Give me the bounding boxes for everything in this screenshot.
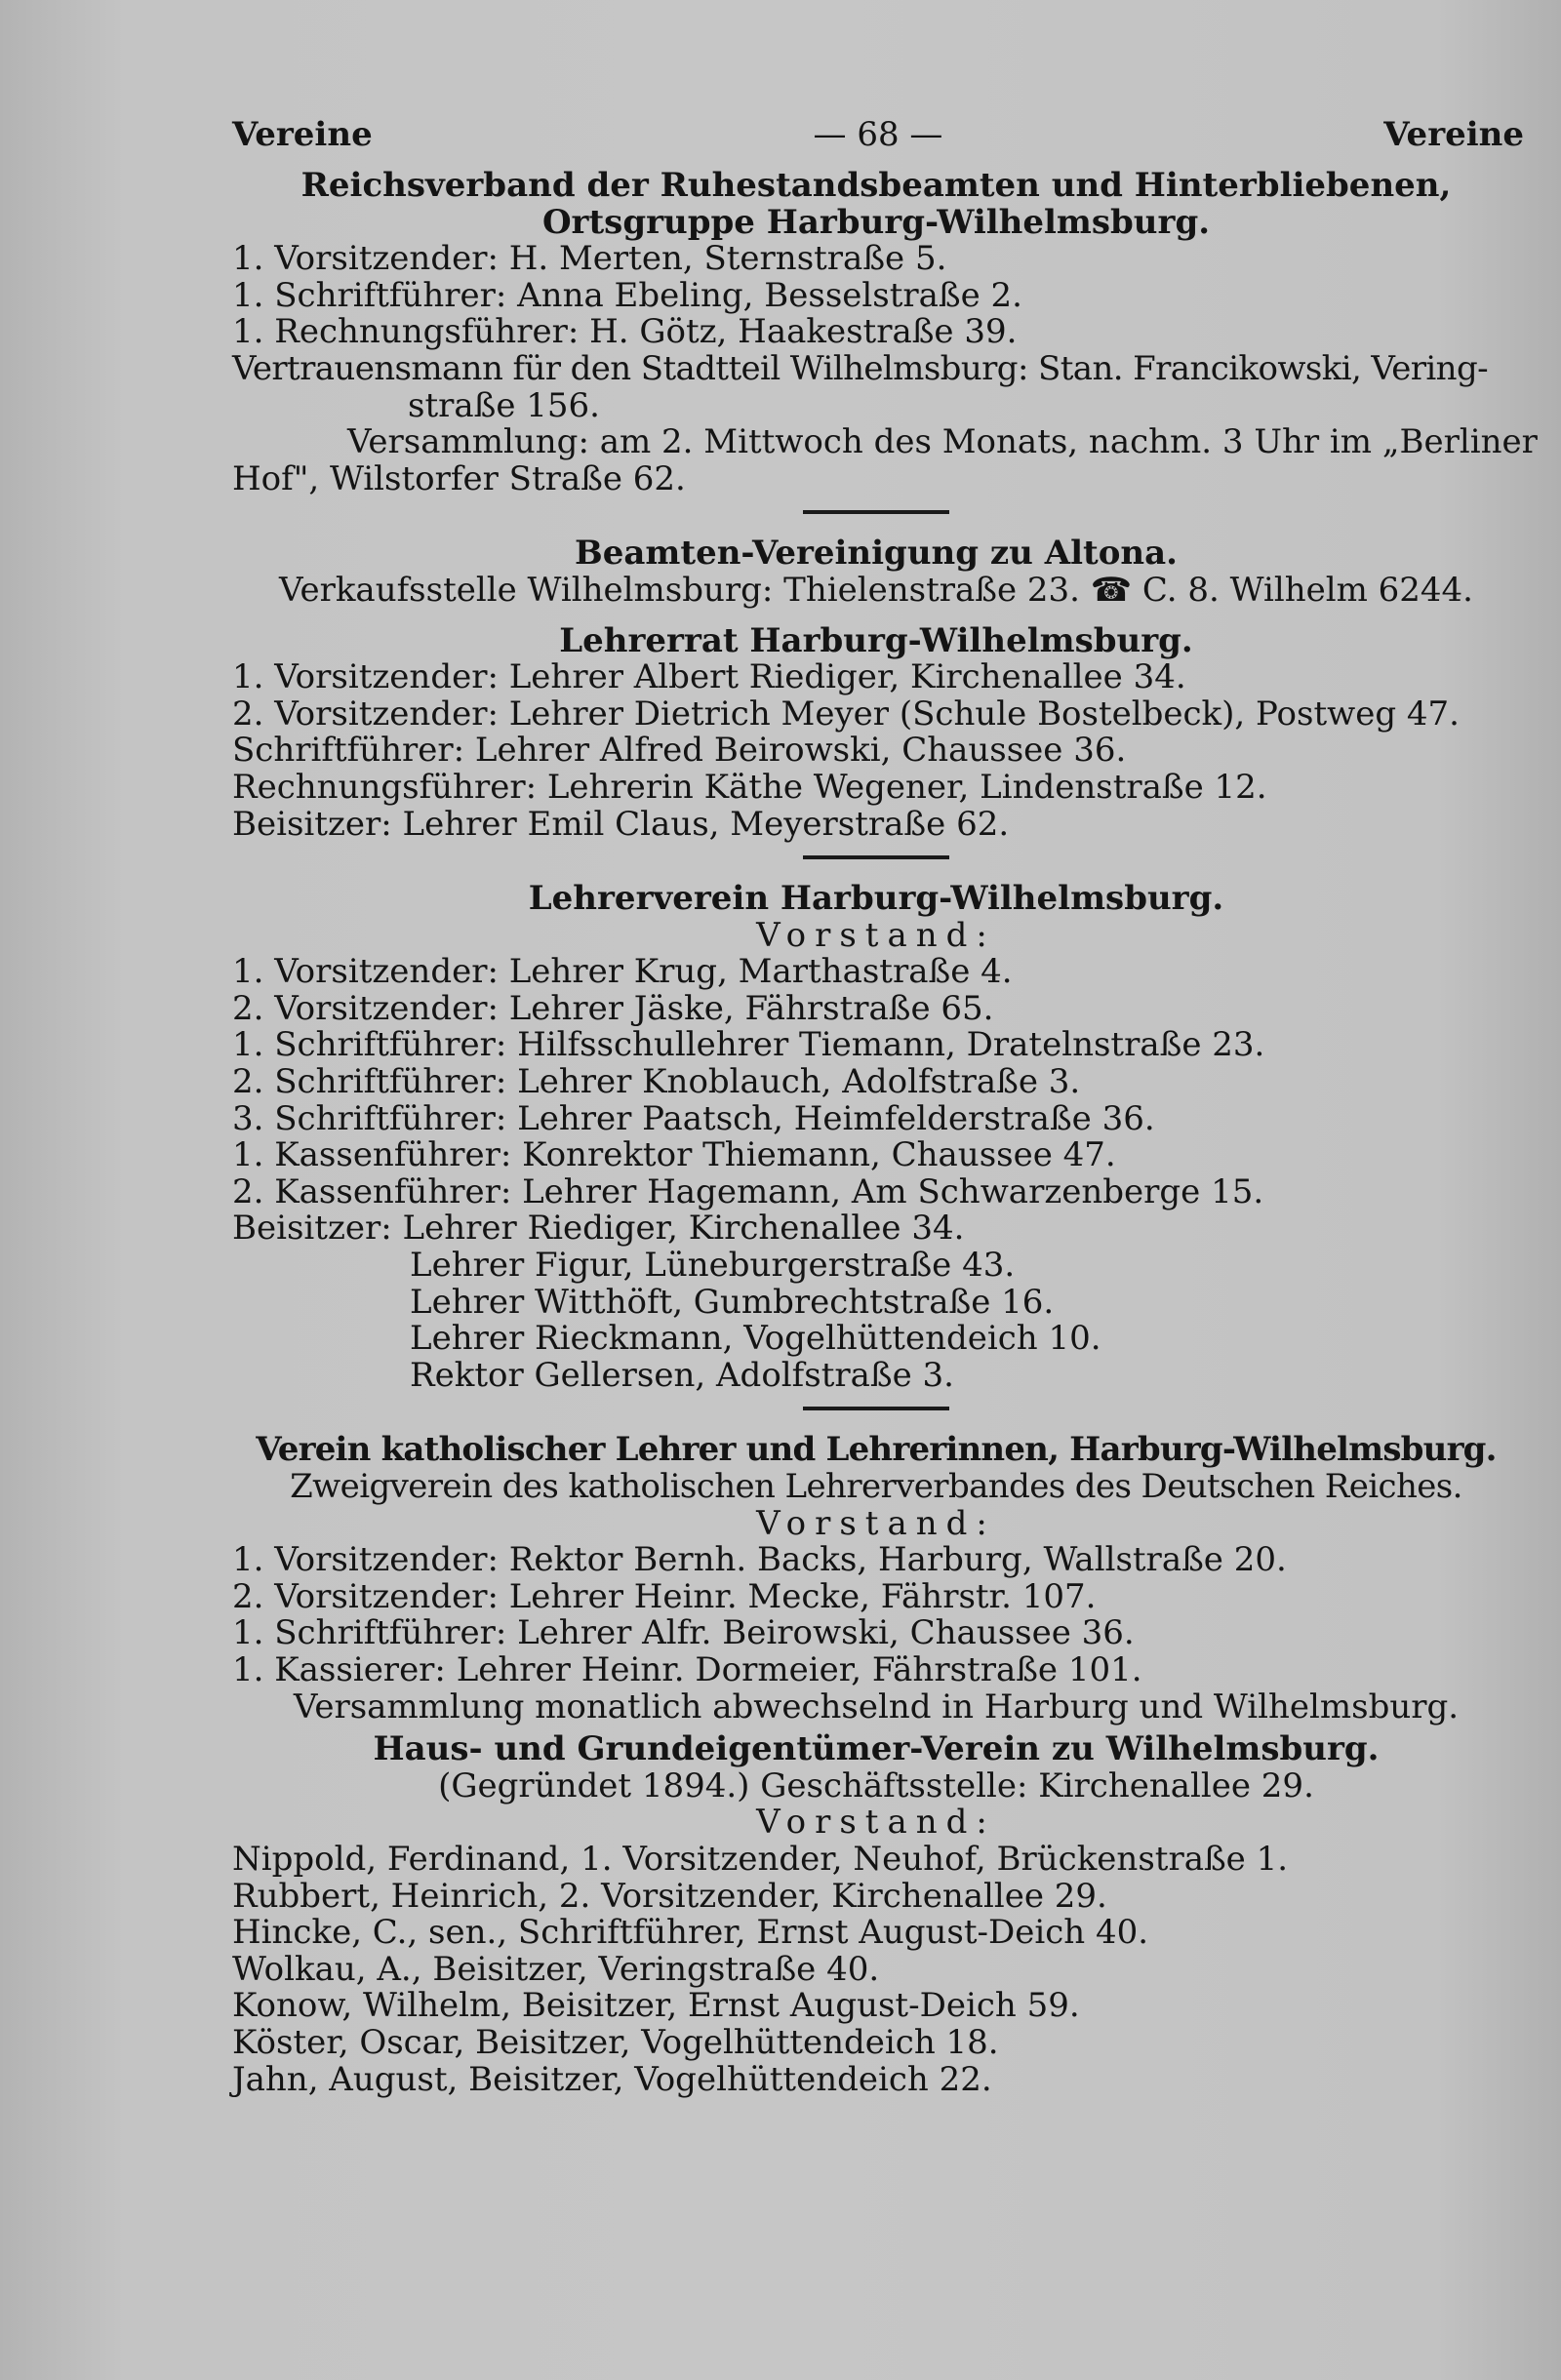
section-title: Lehrerverein Harburg-Wilhelmsburg. (528, 879, 1224, 919)
meeting-line: Versammlung monatlich abwechselnd in Harburg und Wilhelmsburg. (293, 1686, 1460, 1726)
vorstand-heading: Vorstand: (756, 1803, 996, 1843)
entry-line: 1. Schriftführer: Anna Ebeling, Besselstraße 2. (232, 275, 1022, 315)
entry-line: 1. Kassenführer: Konrektor Thiemann, Chaussee 47. (232, 1135, 1116, 1175)
section-subtitle: (Gegründet 1894.) Geschäftsstelle: Kirchenallee 29. (438, 1765, 1314, 1805)
entry-line: Lehrer Figur, Lüneburgerstraße 43. (410, 1246, 1016, 1286)
section-title: Verein katholischer Lehrer und Lehrerinnen, Harburg-Wilhelmsburg. (256, 1430, 1497, 1470)
entry-line: 1. Vorsitzender: Rektor Bernh. Backs, Harburg, Wallstraße 20. (232, 1540, 1287, 1580)
entry-line: 1. Schriftführer: Hilfsschullehrer Tiemann, Dratelnstraße 23. (232, 1025, 1265, 1065)
entry-line: Rubbert, Heinrich, 2. Vorsitzender, Kirchenallee 29. (232, 1876, 1107, 1916)
entry-line: Verkaufsstelle Wilhelmsburg: Thielenstraße 23. ☎ C. 8. Wilhelm 6244. (279, 570, 1473, 610)
header-right: Vereine (1383, 115, 1524, 154)
entry-line: Beisitzer: Lehrer Emil Claus, Meyerstraße 62. (232, 804, 1010, 844)
section-divider (803, 855, 949, 859)
entry-line: Beisitzer: Lehrer Riediger, Kirchenallee 34. (232, 1209, 965, 1249)
entry-line: 3. Schriftführer: Lehrer Paatsch, Heimfelderstraße 36. (232, 1098, 1155, 1138)
meeting-line-cont: Hof", Wilstorfer Straße 62. (232, 458, 686, 498)
entry-line: 1. Vorsitzender: Lehrer Albert Riediger, Kirchenallee 34. (232, 657, 1186, 697)
section-katholische-lehrer (232, 1432, 1520, 1726)
page-content (232, 166, 1538, 2099)
entry-line: Rechnungsführer: Lehrerin Käthe Wegener, Lindenstraße 12. (232, 767, 1267, 807)
meeting-line: Versammlung: am 2. Mittwoch des Monats, nachm. 3 Uhr im „Berliner (347, 422, 1538, 462)
section-subtitle: Zweigverein des katholischen Lehrerverbandes des Deutschen Reiches. (290, 1467, 1462, 1506)
section-lehrerverein (232, 881, 1520, 1394)
entry-line: Nippold, Ferdinand, 1. Vorsitzender, Neuhof, Brückenstraße 1. (232, 1839, 1289, 1879)
section-subtitle: Ortsgruppe Harburg-Wilhelmsburg. (541, 202, 1211, 242)
entry-continuation: straße 156. (408, 385, 600, 425)
header-left: Vereine (232, 115, 373, 154)
entry-line: Konow, Wilhelm, Beisitzer, Ernst August-Deich 59. (232, 1986, 1080, 2026)
section-title: Lehrerrat Harburg-Wilhelmsburg. (559, 620, 1193, 660)
entry-line: 1. Vorsitzender: H. Merten, Sternstraße 5. (232, 239, 947, 279)
entry-line: Hincke, C., sen., Schriftführer, Ernst August-Deich 40. (232, 1913, 1149, 1953)
entry-line: Schriftführer: Lehrer Alfred Beirowski, Chaussee 36. (232, 731, 1127, 771)
section-title: Haus- und Grundeigentümer-Verein zu Wilhelmsburg. (373, 1729, 1380, 1769)
page-number: — 68 — (813, 115, 943, 154)
entry-line: Wolkau, A., Beisitzer, Veringstraße 40. (232, 1949, 880, 1989)
entry-line: 2. Vorsitzender: Lehrer Jäske, Fährstraße 65. (232, 988, 994, 1028)
entry-line: Lehrer Witthöft, Gumbrechtstraße 16. (410, 1282, 1055, 1322)
entry-line: 1. Kassierer: Lehrer Heinr. Dormeier, Fährstraße 101. (232, 1649, 1142, 1689)
section-haus-grundeigentuemer (232, 1731, 1520, 2098)
entry-line: Jahn, August, Beisitzer, Vogelhüttendeich 22. (232, 2059, 992, 2099)
entry-line: 2. Vorsitzender: Lehrer Dietrich Meyer (Schule Bostelbeck), Postweg 47. (232, 694, 1460, 734)
entry-line: 2. Schriftführer: Lehrer Knoblauch, Adolfstraße 3. (232, 1062, 1081, 1102)
section-divider (803, 1407, 949, 1410)
entry-line: 1. Rechnungsführer: H. Götz, Haakestraße 39. (232, 312, 1018, 352)
vorstand-heading: Vorstand: (756, 915, 996, 955)
entry-line: 2. Vorsitzender: Lehrer Heinr. Mecke, Fährstr. 107. (232, 1576, 1097, 1616)
vorstand-heading: Vorstand: (756, 1503, 996, 1543)
entry-line: 2. Kassenführer: Lehrer Hagemann, Am Schwarzenberge 15. (232, 1171, 1264, 1211)
section-beamten-vereinigung (232, 536, 1520, 609)
entry-line: Vertrauensmann für den Stadtteil Wilhelmsburg: Stan. Francikowski, Vering- (232, 348, 1489, 388)
entry-line: Lehrer Rieckmann, Vogelhüttendeich 10. (410, 1319, 1101, 1359)
section-title: Beamten-Vereinigung zu Altona. (574, 534, 1178, 574)
entry-line: Köster, Oscar, Beisitzer, Vogelhüttendeich 18. (232, 2022, 999, 2062)
section-lehrerrat (232, 620, 1520, 844)
entry-line: Rektor Gellersen, Adolfstraße 3. (410, 1355, 954, 1395)
section-divider (803, 510, 949, 514)
running-head (232, 115, 1524, 164)
entry-line: 1. Schriftführer: Lehrer Alfr. Beirowski, Chaussee 36. (232, 1613, 1135, 1653)
section-title: Reichsverband der Ruhestandsbeamten und Hinterbliebenen, (300, 166, 1452, 205)
entry-line: 1. Vorsitzender: Lehrer Krug, Marthastraße 4. (232, 952, 1013, 992)
section-reichsverband (232, 166, 1538, 498)
